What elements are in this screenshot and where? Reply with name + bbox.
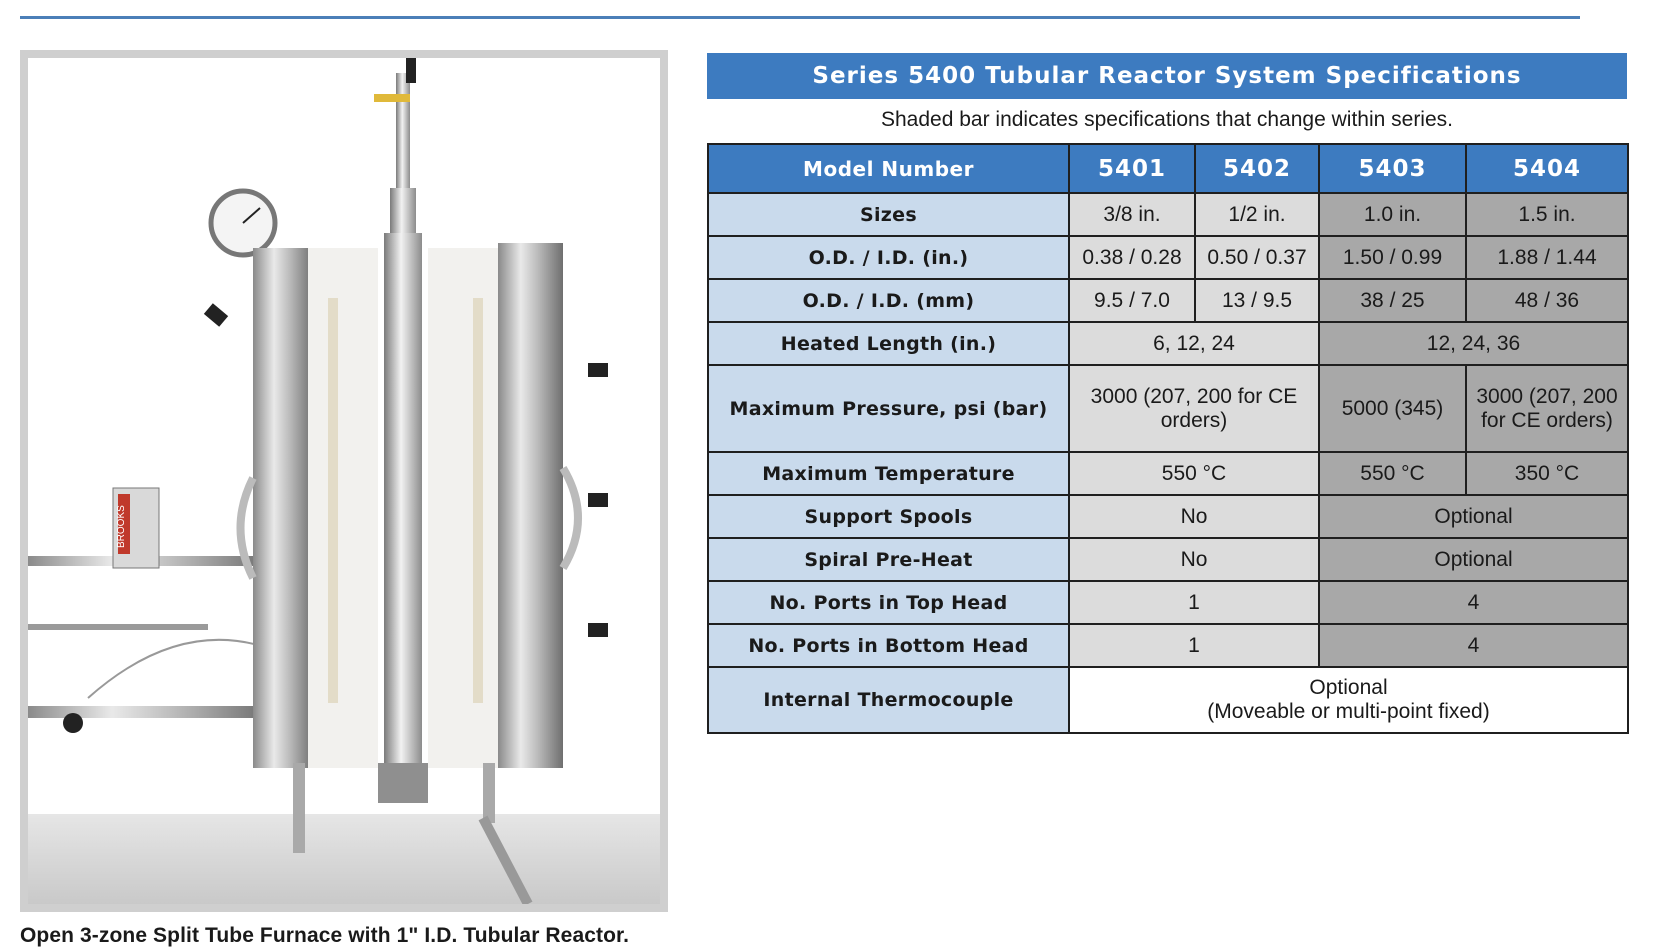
header-model-5403: 5403 [1319, 144, 1466, 193]
row-max-temperature [708, 452, 1628, 495]
row-ports-top [708, 581, 1628, 624]
brooks-label: BROOKS [116, 505, 127, 548]
cell-value: 350 °C [1466, 452, 1628, 495]
row-label: No. Ports in Top Head [708, 581, 1069, 624]
header-model-5404: 5404 [1466, 144, 1628, 193]
cell-value: Optional [1319, 538, 1628, 581]
header-model-5401: 5401 [1069, 144, 1195, 193]
row-label: Spiral Pre-Heat [708, 538, 1069, 581]
header-model-5402: 5402 [1195, 144, 1319, 193]
cell-value: No [1069, 538, 1319, 581]
cell-value: 13 / 9.5 [1195, 279, 1319, 322]
cell-value: 4 [1319, 581, 1628, 624]
thermocouple-line2: (Moveable or multi-point fixed) [1207, 700, 1490, 723]
cell-value: 1.0 in. [1319, 193, 1466, 236]
spec-table [707, 143, 1629, 734]
cell-value: 0.38 / 0.28 [1069, 236, 1195, 279]
row-max-pressure [708, 365, 1628, 452]
cell-value: 5000 (345) [1319, 365, 1466, 452]
thermocouple-line1: Optional [1309, 676, 1388, 699]
cell-value [1069, 667, 1628, 733]
row-label: Maximum Pressure, psi (bar) [708, 365, 1069, 452]
row-label: Internal Thermocouple [708, 667, 1069, 733]
cell-value: 6, 12, 24 [1069, 322, 1319, 365]
row-label: O.D. / I.D. (in.) [708, 236, 1069, 279]
row-od-in [708, 236, 1628, 279]
cell-value: 0.50 / 0.37 [1195, 236, 1319, 279]
row-thermocouple [708, 667, 1628, 733]
row-label: Maximum Temperature [708, 452, 1069, 495]
header-row [708, 144, 1628, 193]
cell-value: 1/2 in. [1195, 193, 1319, 236]
cell-value: 3000 (207, 200 for CE orders) [1466, 365, 1628, 452]
row-sizes [708, 193, 1628, 236]
cell-value: 1.5 in. [1466, 193, 1628, 236]
row-od-mm [708, 279, 1628, 322]
cell-value: 3/8 in. [1069, 193, 1195, 236]
cell-value: Optional [1319, 495, 1628, 538]
cell-value: 38 / 25 [1319, 279, 1466, 322]
cell-value: 550 °C [1319, 452, 1466, 495]
row-label: No. Ports in Bottom Head [708, 624, 1069, 667]
cell-value: 1 [1069, 581, 1319, 624]
cell-value: 550 °C [1069, 452, 1319, 495]
cell-value: 9.5 / 7.0 [1069, 279, 1195, 322]
cell-value: 1 [1069, 624, 1319, 667]
row-spiral-preheat [708, 538, 1628, 581]
row-label: O.D. / I.D. (mm) [708, 279, 1069, 322]
row-heated-length [708, 322, 1628, 365]
spec-note: Shaded bar indicates specifications that change within series. [880, 108, 1453, 131]
top-rule [20, 16, 1580, 19]
cell-value: 1.50 / 0.99 [1319, 236, 1466, 279]
product-photo [20, 50, 668, 912]
row-label: Heated Length (in.) [708, 322, 1069, 365]
photo-caption: Open 3-zone Split Tube Furnace with 1" I.D. Tubular Reactor. [20, 924, 630, 947]
spec-title: Series 5400 Tubular Reactor System Specifications [707, 53, 1627, 99]
reactor-illustration [28, 58, 660, 904]
row-label: Sizes [708, 193, 1069, 236]
row-label: Support Spools [708, 495, 1069, 538]
cell-value: 1.88 / 1.44 [1466, 236, 1628, 279]
cell-value: No [1069, 495, 1319, 538]
cell-value: 4 [1319, 624, 1628, 667]
row-support-spools [708, 495, 1628, 538]
cell-value: 12, 24, 36 [1319, 322, 1628, 365]
header-model-number: Model Number [708, 144, 1069, 193]
row-ports-bottom [708, 624, 1628, 667]
cell-value: 48 / 36 [1466, 279, 1628, 322]
cell-value: 3000 (207, 200 for CE orders) [1069, 365, 1319, 452]
